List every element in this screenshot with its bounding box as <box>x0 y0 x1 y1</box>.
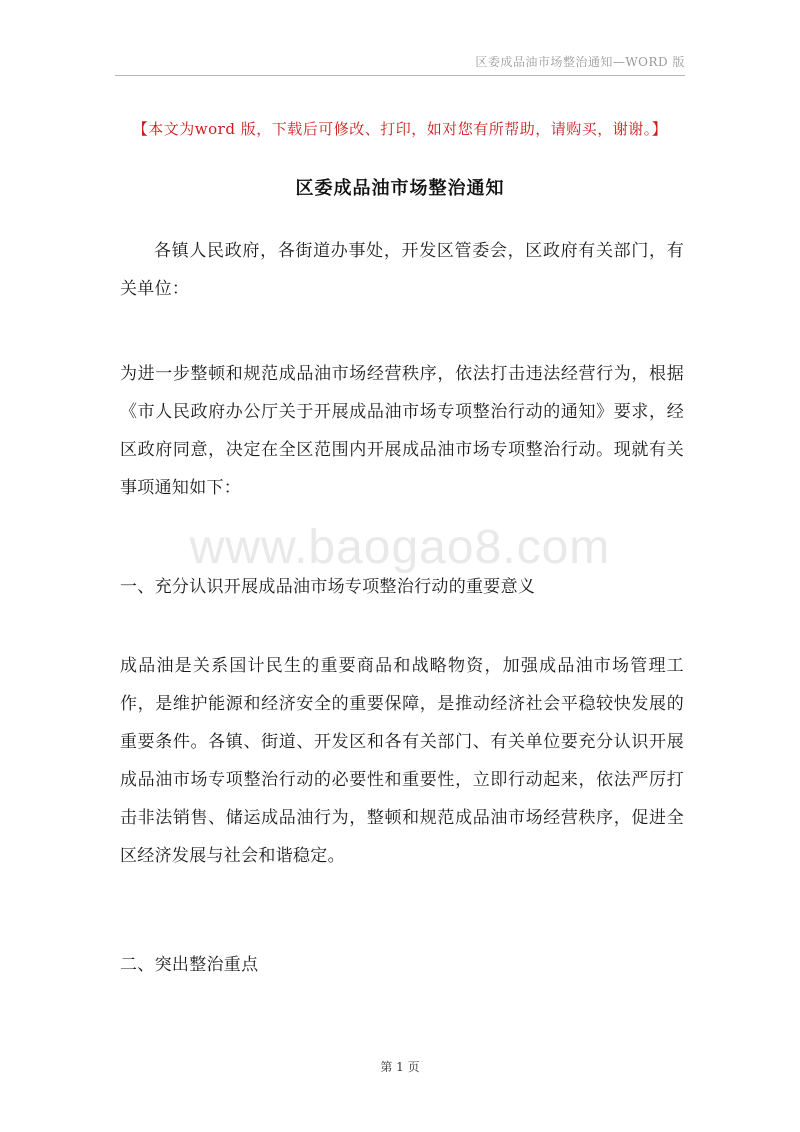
section1-heading: 一、充分认识开展成品油市场专项整治行动的重要意义 <box>120 577 536 597</box>
document-title: 区委成品油市场整治通知 <box>295 178 505 199</box>
running-header: 区委成品油市场整治通知—WORD 版 <box>475 55 685 69</box>
download-notice: 【本文为word 版，下载后可修改、打印，如对您有所帮助，请购买，谢谢。】 <box>132 120 668 138</box>
header-divider <box>115 75 685 76</box>
section2-heading: 二、突出整治重点 <box>120 955 259 975</box>
intro-paragraph: 为进一步整顿和规范成品油市场经营秩序，依法打击违法经营行为，根据《市人民政府办公厅关于开展成品油市场专项整治行动的通知》要求，经区政府同意，决定在全区范围内开展成品油市场专项整治行动。现就有关事项通知如下： <box>120 364 684 498</box>
watermark: www.baogao8.com <box>189 521 611 574</box>
section1-paragraph: 成品油是关系国计民生的重要商品和战略物资，加强成品油市场管理工作，是维护能源和经济安全的重要保障，是推动经济社会平稳较快发展的重要条件。各镇、街道、开发区和各有关部门、有关单位要充分认识开展成品油市场专项整治行动的必要性和重要性，立即行动起来，依法严厉打击非法销售、储运成品油行为，整顿和规范成品油市场经营秩序，促进全区经济发展与社会和谐稳定。 <box>120 656 684 866</box>
page-number: 第 1 页 <box>380 1060 420 1074</box>
addressee-paragraph: 各镇人民政府，各街道办事处，开发区管委会，区政府有关部门，有关单位： <box>120 241 684 299</box>
